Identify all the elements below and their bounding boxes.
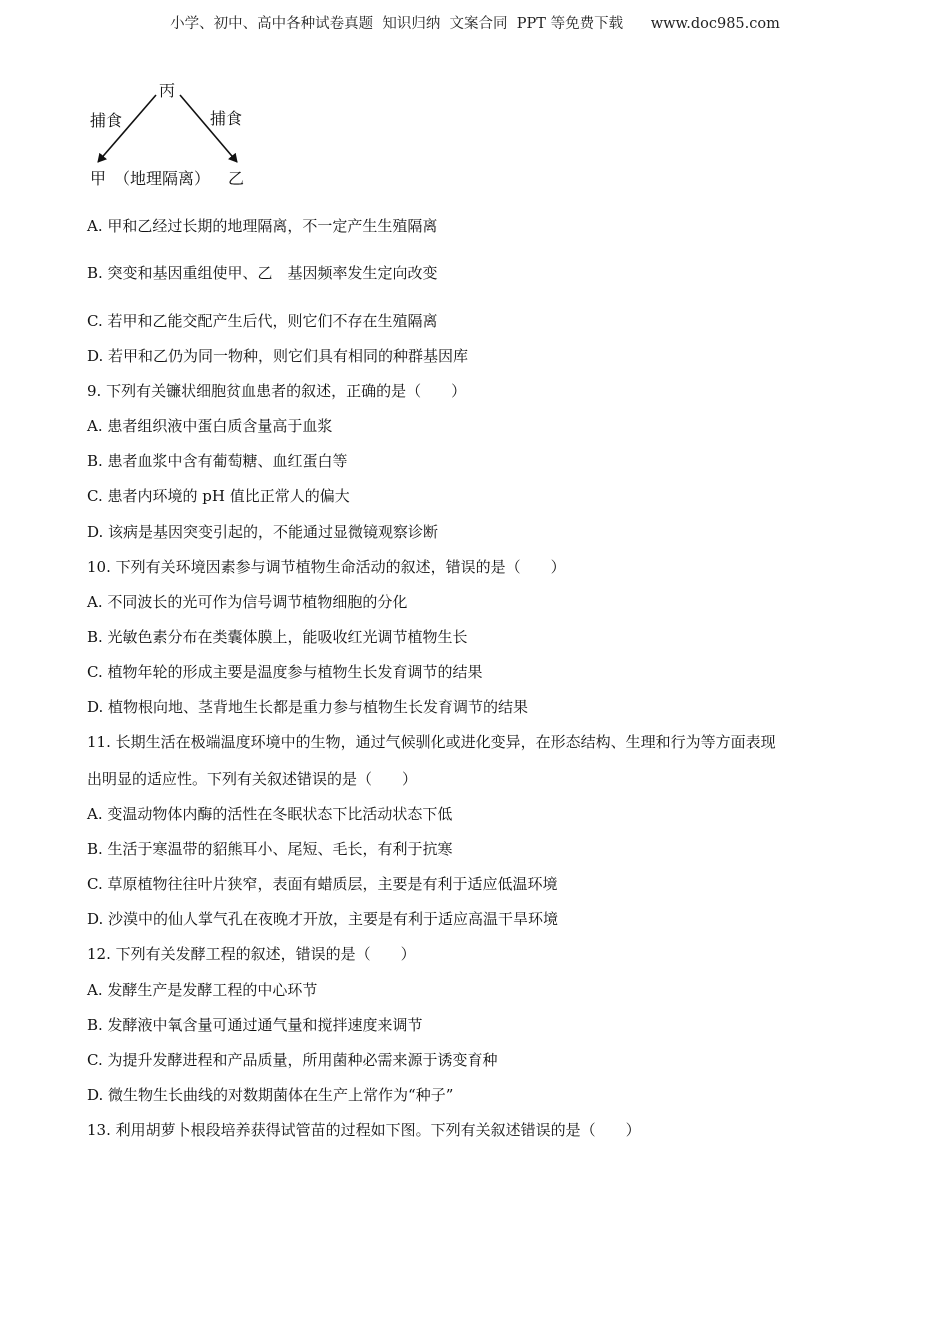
q11-option-a: A. 变温动物体内酶的活性在冬眠状态下比活动状态下低 (87, 805, 453, 823)
q10-option-c: C. 植物年轮的形成主要是温度参与植物生长发育调节的结果 (87, 663, 483, 681)
q8-option-b: B. 突变和基因重组使甲、乙 基因频率发生定向改变 (87, 264, 438, 282)
geographic-isolation-label: （地理隔离） (114, 169, 211, 188)
q9-stem: 9. 下列有关镰状细胞贫血患者的叙述，正确的是（ ） (87, 382, 467, 400)
node-bing: 丙 (159, 81, 176, 100)
food-web-diagram (80, 70, 270, 195)
q11-stem-line1: 11. 长期生活在极端温度环境中的生物，通过气候驯化或进化变异，在形态结构、生理和行为等方面表现 (87, 733, 776, 751)
q11-option-c: C. 草原植物往往叶片狭窄，表面有蜡质层，主要是有利于适应低温环境 (87, 875, 558, 893)
edge-label-left: 捕食 (90, 111, 123, 130)
q9-option-b: B. 患者血浆中含有葡萄糖、血红蛋白等 (87, 452, 348, 470)
q8-option-c: C. 若甲和乙能交配产生后代，则它们不存在生殖隔离 (87, 312, 438, 330)
edge-label-right: 捕食 (210, 109, 243, 128)
q12-stem: 12. 下列有关发酵工程的叙述，错误的是（ ） (87, 945, 416, 963)
q10-option-b: B. 光敏色素分布在类囊体膜上，能吸收红光调节植物生长 (87, 628, 468, 646)
q10-option-a: A. 不同波长的光可作为信号调节植物细胞的分化 (87, 593, 408, 611)
q9-option-c: C. 患者内环境的 pH 值比正常人的偏大 (87, 487, 350, 505)
q10-stem: 10. 下列有关环境因素参与调节植物生命活动的叙述，错误的是（ ） (87, 558, 566, 576)
q11-stem-line2: 出明显的适应性。下列有关叙述错误的是（ ） (87, 770, 418, 788)
node-jia: 甲 (90, 169, 107, 188)
q11-option-b: B. 生活于寒温带的貂熊耳小、尾短、毛长，有利于抗寒 (87, 840, 453, 858)
q8-option-d: D. 若甲和乙仍为同一物种，则它们具有相同的种群基因库 (87, 347, 469, 365)
q8-option-a: A. 甲和乙经过长期的地理隔离，不一定产生生殖隔离 (87, 217, 438, 235)
page-header: 小学、初中、高中各种试卷真题 知识归纳 文案合同 PPT 等免费下载 www.doc985.com (170, 16, 780, 32)
q12-option-a: A. 发酵生产是发酵工程的中心环节 (87, 981, 318, 999)
node-yi: 乙 (228, 169, 245, 188)
q12-option-b: B. 发酵液中氧含量可通过通气量和搅拌速度来调节 (87, 1016, 423, 1034)
q12-option-c: C. 为提升发酵进程和产品质量，所用菌种必需来源于诱变育种 (87, 1051, 498, 1069)
q9-option-d: D. 该病是基因突变引起的，不能通过显微镜观察诊断 (87, 523, 439, 541)
q12-option-d: D. 微生物生长曲线的对数期菌体在生产上常作为“种子” (87, 1086, 454, 1104)
q9-option-a: A. 患者组织液中蛋白质含量高于血浆 (87, 417, 333, 435)
q10-option-d: D. 植物根向地、茎背地生长都是重力参与植物生长发育调节的结果 (87, 698, 529, 716)
q11-option-d: D. 沙漠中的仙人掌气孔在夜晚才开放，主要是有利于适应高温干旱环境 (87, 910, 559, 928)
q13-stem: 13. 利用胡萝卜根段培养获得试管苗的过程如下图。下列有关叙述错误的是（ ） (87, 1121, 641, 1139)
